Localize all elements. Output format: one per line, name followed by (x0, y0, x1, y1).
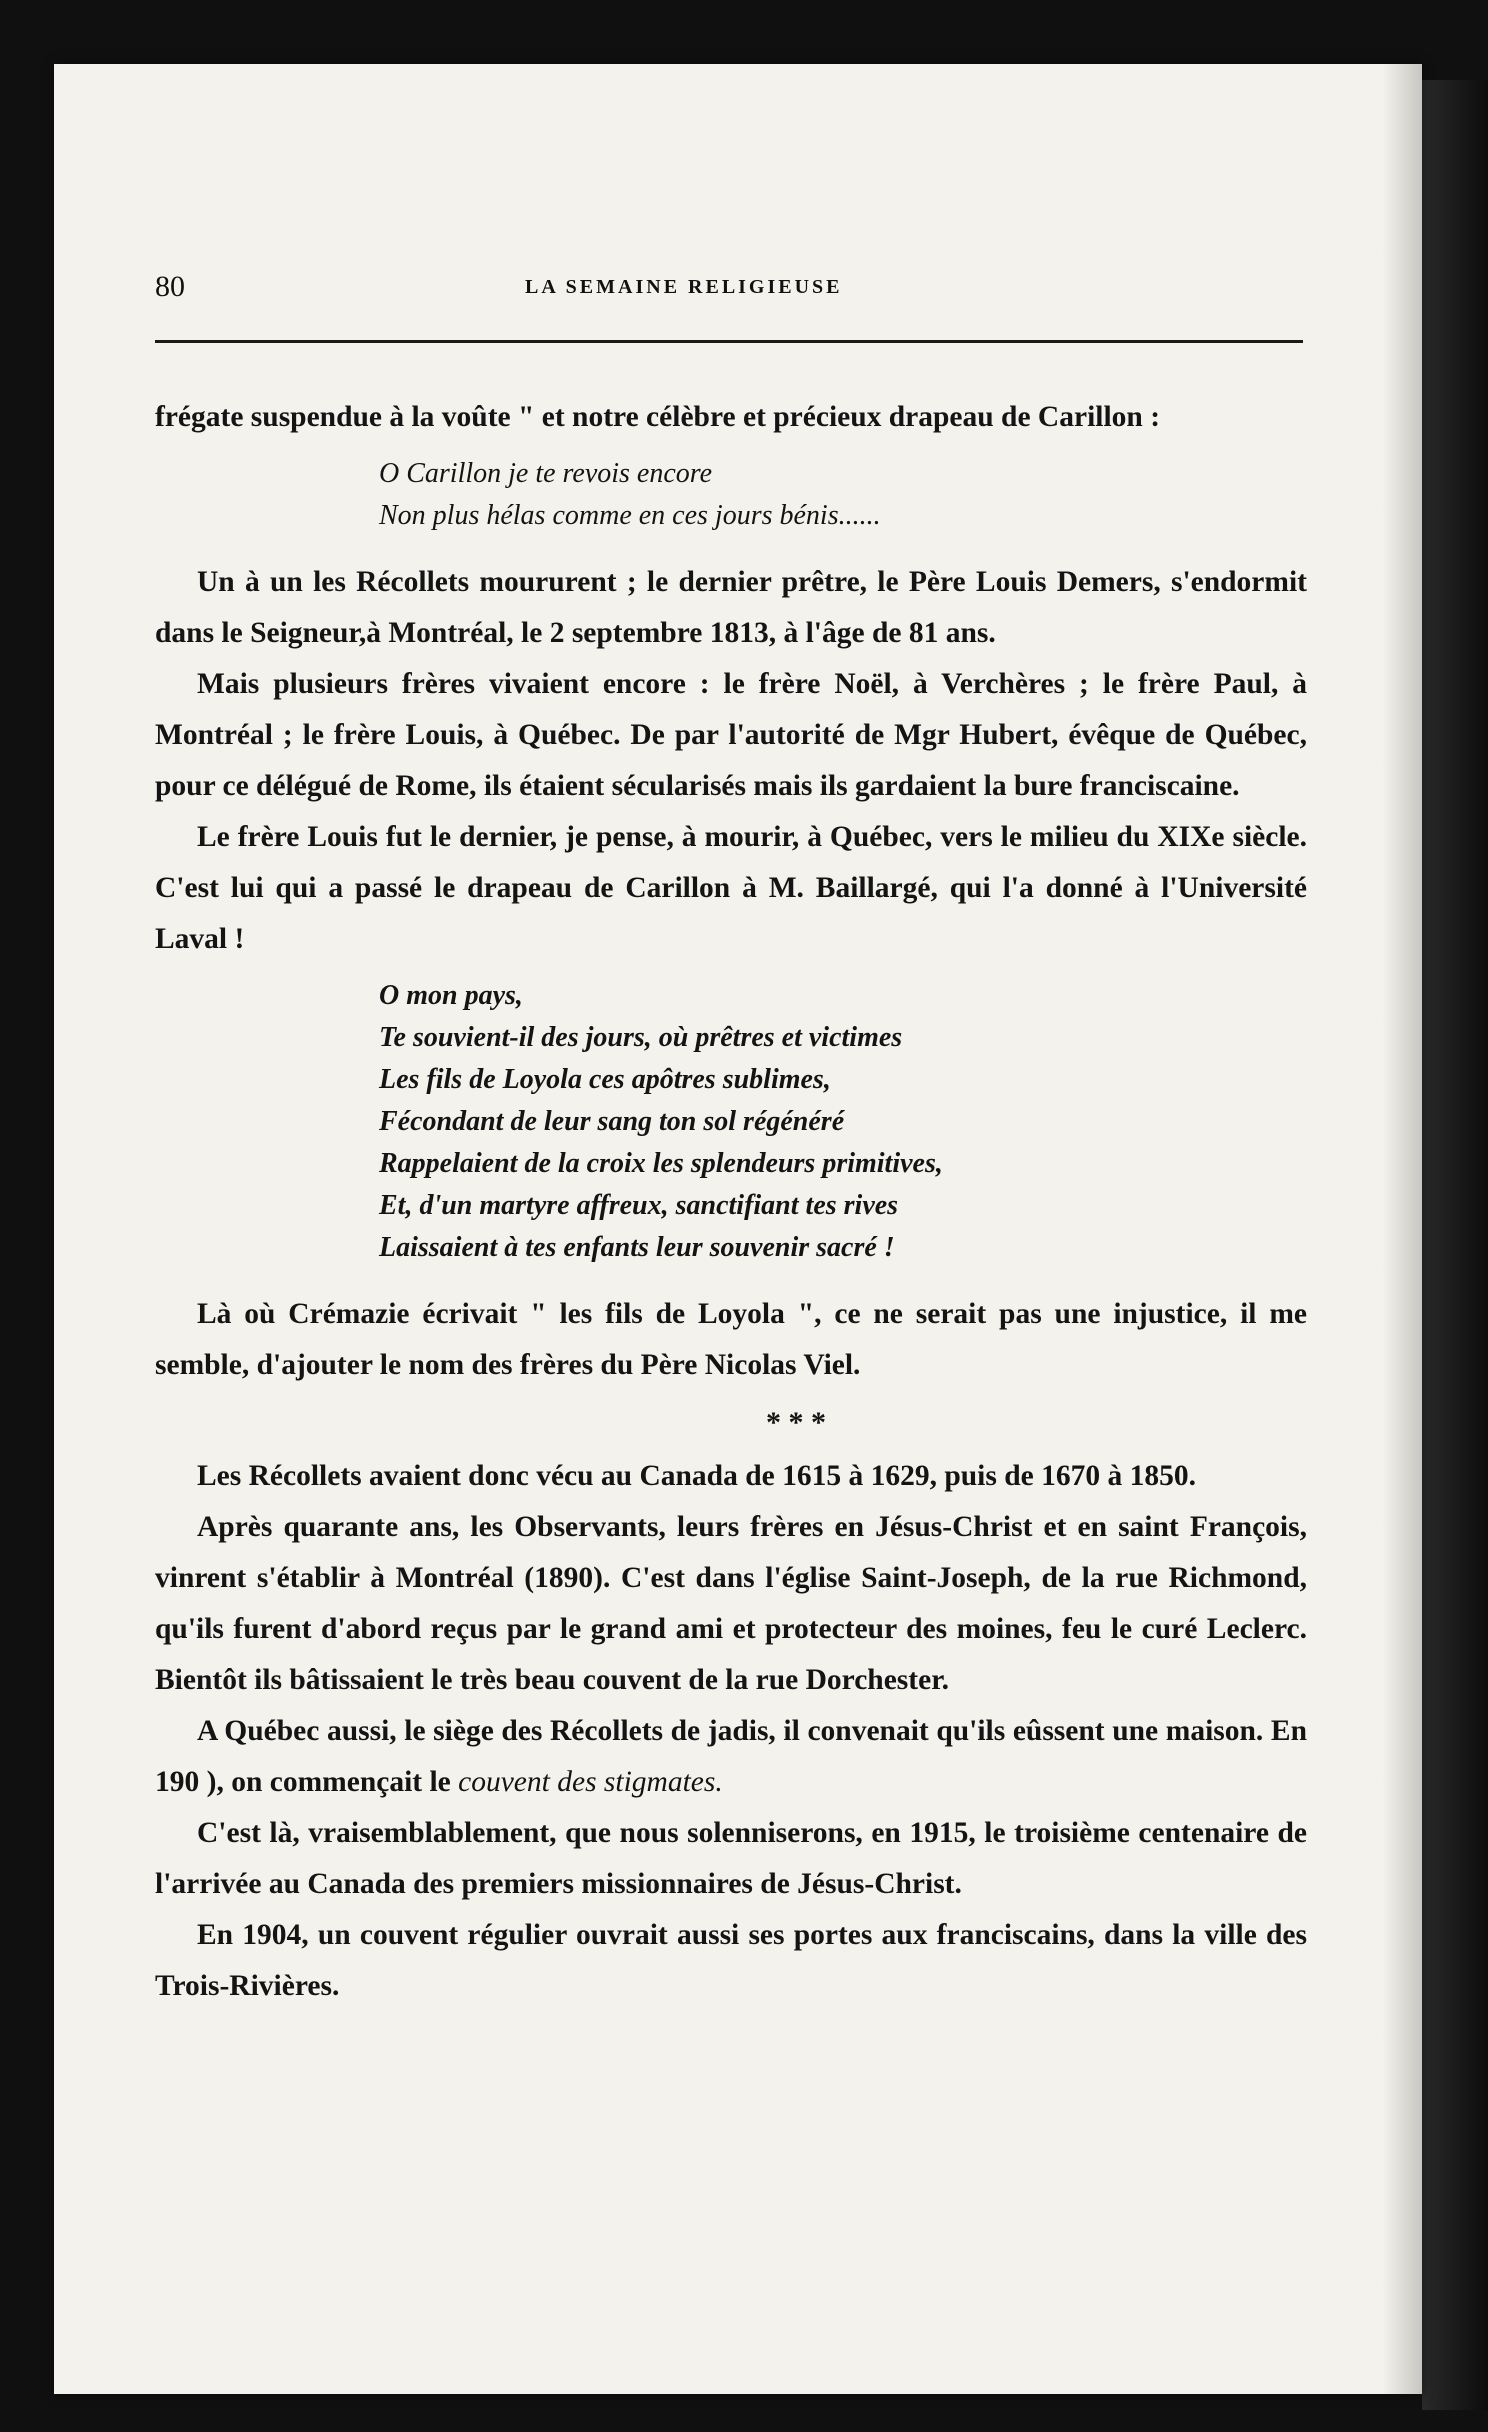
verse-line: Et, d'un martyre affreux, sanctifiant tes rives (379, 1190, 899, 1221)
page-number: 80 (155, 270, 185, 303)
paragraph-5: Là où Crémazie écrivait " les fils de Loyola ", ce ne serait pas une injustice, il me semble, d'ajouter le nom des frères du Père Nicolas Viel. (155, 1298, 1307, 1381)
verse-line: O mon pays, (379, 980, 523, 1011)
header-rule (155, 340, 1303, 343)
verse-carillon (155, 453, 1307, 537)
verse-o-mon-pays (155, 975, 1307, 1269)
paragraph-6: Les Récollets avaient donc vécu au Canada de 1615 à 1629, puis de 1670 à 1850. (197, 1460, 1196, 1492)
verse-line: Laissaient à tes enfants leur souvenir sacré ! (379, 1232, 895, 1263)
paragraph-3: Mais plusieurs frères vivaient encore : le frère Noël, à Verchères ; le frère Paul, à Montréal ; le frère Louis, à Québec. De par l'autorité de Mgr Hubert, évêque de Québec, pour ce délégué de Rome, ils étaient sécularisés mais ils gardaient la bure franciscaine. (155, 668, 1307, 802)
facing-page-edge (1422, 80, 1488, 2410)
paragraph-4: Le frère Louis fut le dernier, je pense, à mourir, à Québec, vers le milieu du XIXe siècle. C'est lui qui a passé le drapeau de Carillon à M. Baillargé, qui l'a donné à l'Université Laval ! (155, 821, 1307, 955)
verse-line: Te souvient-il des jours, où prêtres et victimes (379, 1022, 903, 1053)
paragraph-8 (155, 1706, 1307, 1808)
paragraph-2: Un à un les Récollets moururent ; le dernier prêtre, le Père Louis Demers, s'endormit dans le Seigneur,à Montréal, le 2 septembre 1813, à l'âge de 81 ans. (155, 566, 1307, 649)
paragraph-8-text: A Québec aussi, le siège des Récollets de jadis, il convenait qu'ils eûssent une maison. En 190 ), on commençait le (155, 1715, 1307, 1798)
verse-line: O Carillon je te revois encore (379, 458, 713, 489)
page-body (155, 392, 1307, 2012)
italic-phrase: couvent des stigmates. (458, 1766, 723, 1798)
verse-line: Fécondant de leur sang ton sol régénéré (379, 1106, 845, 1137)
section-break-asterism: * * * (766, 1406, 826, 1439)
paragraph-7: Après quarante ans, les Observants, leurs frères en Jésus-Christ et en saint François, vinrent s'établir à Montréal (1890). C'est dans l'église Saint-Joseph, de la rue Richmond, qu'ils furent d'abord reçus par le grand ami et protecteur des moines, feu le curé Leclerc. Bientôt ils bâtissaient le très beau couvent de la rue Dorchester. (155, 1511, 1307, 1696)
paragraph-1: frégate suspendue à la voûte " et notre célèbre et précieux drapeau de Carillon : (155, 401, 1161, 433)
page-header (155, 270, 1305, 310)
verse-line: Les fils de Loyola ces apôtres sublimes, (379, 1064, 831, 1095)
binding-shadow (1382, 64, 1422, 2394)
paragraph-9: C'est là, vraisemblablement, que nous solenniserons, en 1915, le troisième centenaire de l'arrivée au Canada des premiers missionnaires de Jésus-Christ. (155, 1817, 1307, 1900)
running-head: LA SEMAINE RELIGIEUSE (525, 276, 843, 298)
verse-line: Non plus hélas comme en ces jours bénis...... (379, 500, 881, 531)
paragraph-10: En 1904, un couvent régulier ouvrait aussi ses portes aux franciscains, dans la ville des Trois-Rivières. (155, 1919, 1307, 2002)
verse-line: Rappelaient de la croix les splendeurs primitives, (379, 1148, 943, 1179)
